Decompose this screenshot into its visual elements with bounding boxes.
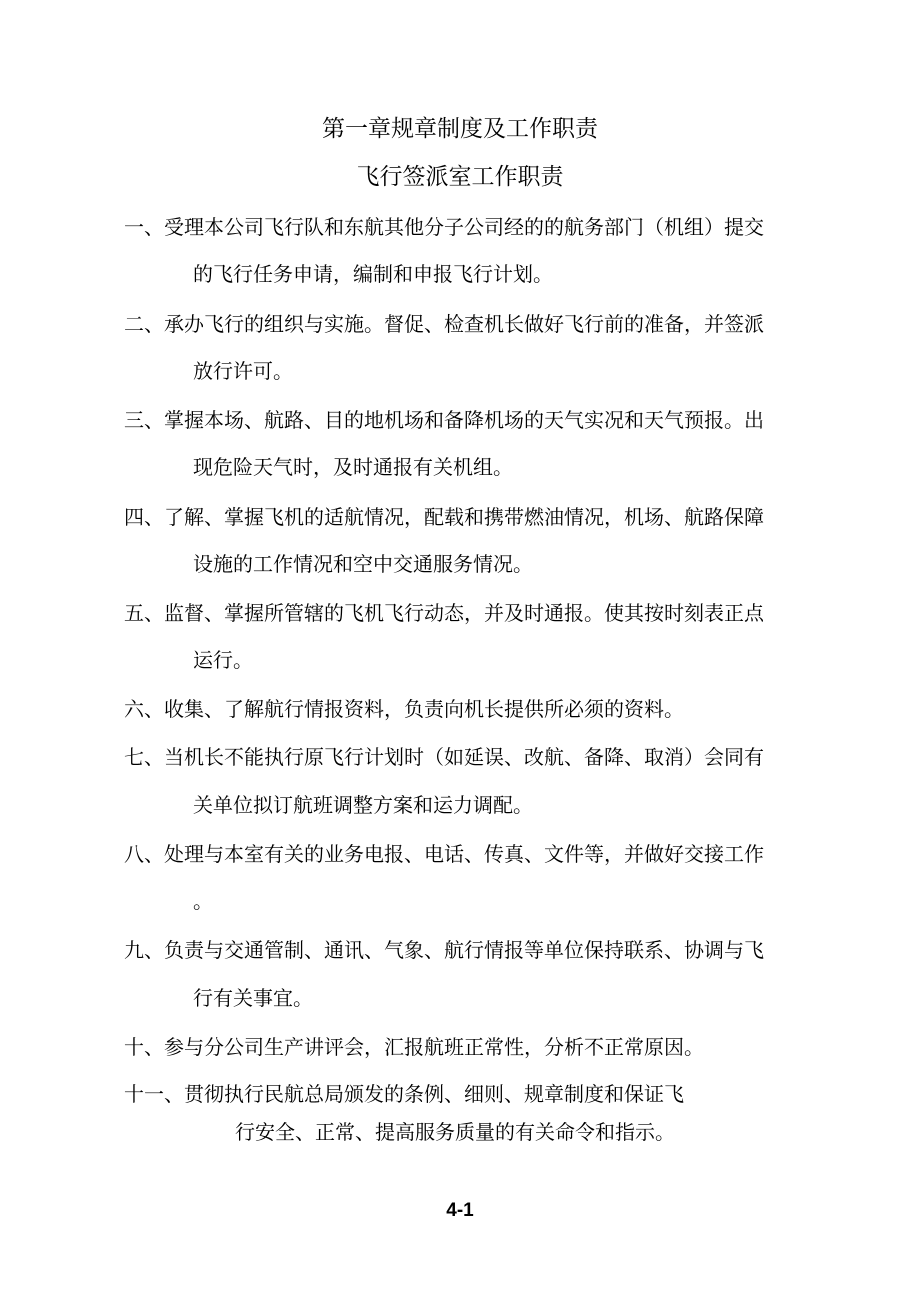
duty-item-1-line-1: 一、受理本公司飞行队和东航其他分子公司经的的航务部门（机组）提交 xyxy=(124,215,764,239)
duty-item-4-line-1: 四、了解、掌握飞机的适航情况，配载和携带燃油情况，机场、航路保障 xyxy=(124,505,764,529)
duty-item-7-line-2: 关单位拟订航班调整方案和运力调配。 xyxy=(193,793,533,817)
section-title: 飞行签派室工作职责 xyxy=(356,164,564,190)
duty-item-11-line-2: 行安全、正常、提高服务质量的有关命令和指示。 xyxy=(235,1120,675,1144)
duty-item-6-line-1: 六、收集、了解航行情报资料，负责向机长提供所必须的资料。 xyxy=(124,697,684,721)
duty-item-10-line-1: 十、参与分公司生产讲评会，汇报航班正常性，分析不正常原因。 xyxy=(124,1035,704,1059)
duty-item-5-line-2: 运行。 xyxy=(193,648,253,672)
page-number: 4-1 xyxy=(446,1200,474,1221)
duty-item-9-line-2: 行有关事宜。 xyxy=(193,986,313,1010)
duty-item-4-line-2: 设施的工作情况和空中交通服务情况。 xyxy=(193,552,533,576)
duty-item-5-line-1: 五、监督、掌握所管辖的飞机飞行动态，并及时通报。使其按时刻表正点 xyxy=(124,601,764,625)
duty-item-7-line-1: 七、当机长不能执行原飞行计划时（如延误、改航、备降、取消）会同有 xyxy=(124,745,764,769)
duty-item-8-line-2: 。 xyxy=(193,889,213,913)
duty-item-2-line-2: 放行许可。 xyxy=(193,359,293,383)
duty-item-2-line-1: 二、承办飞行的组织与实施。督促、检查机长做好飞行前的准备，并签派 xyxy=(124,312,764,336)
duty-item-8-line-1: 八、处理与本室有关的业务电报、电话、传真、文件等，并做好交接工作 xyxy=(124,842,764,866)
duty-item-1-line-2: 的飞行任务申请，编制和申报飞行计划。 xyxy=(193,262,553,286)
chapter-title: 第一章规章制度及工作职责 xyxy=(322,116,598,142)
duty-item-9-line-1: 九、负责与交通管制、通讯、气象、航行情报等单位保持联系、协调与飞 xyxy=(124,938,764,962)
duty-item-3-line-1: 三、掌握本场、航路、目的地机场和备降机场的天气实况和天气预报。出 xyxy=(124,408,764,432)
duty-item-11-line-1: 十一、贯彻执行民航总局颁发的条例、细则、规章制度和保证飞 xyxy=(124,1082,684,1106)
duty-item-3-line-2: 现危险天气时，及时通报有关机组。 xyxy=(193,455,513,479)
